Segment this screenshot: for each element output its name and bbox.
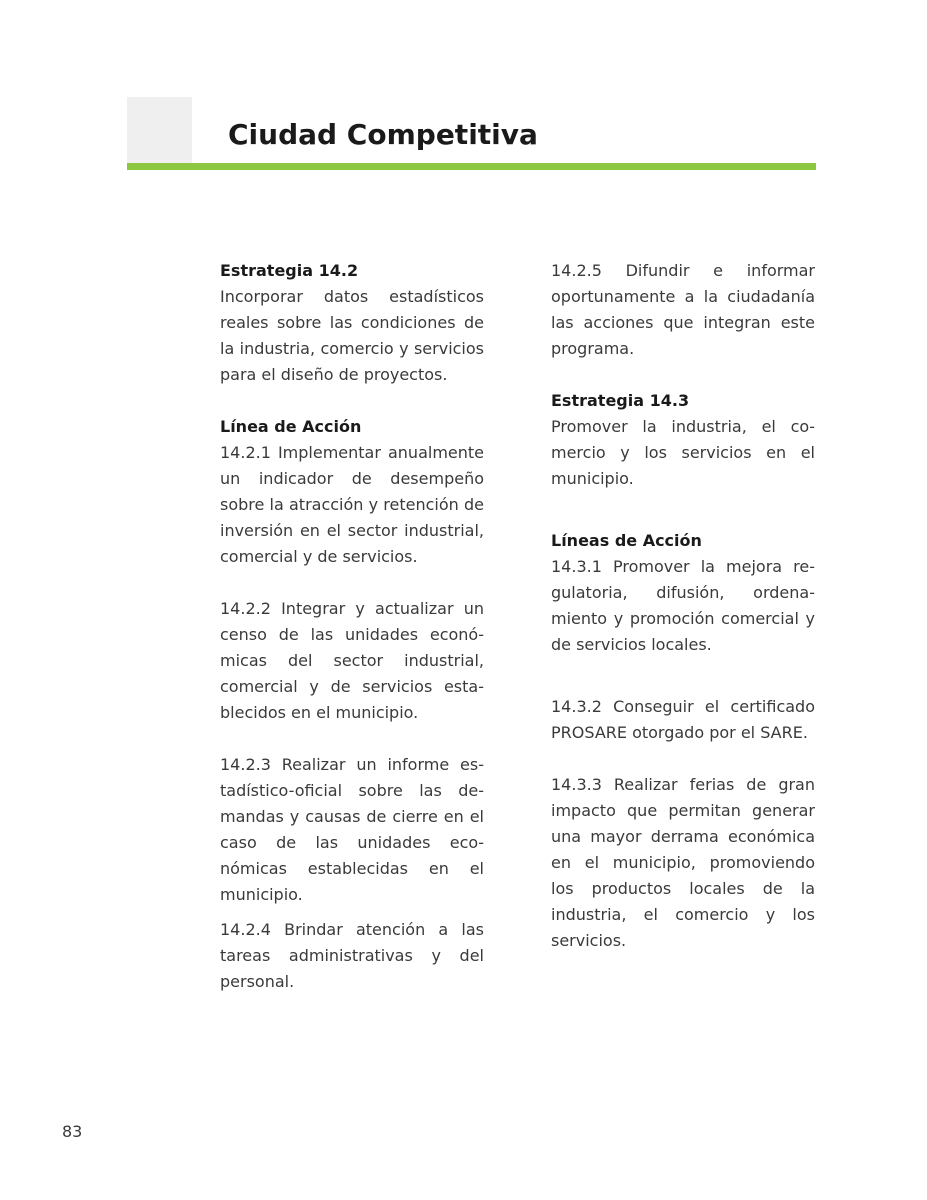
action-14-2-5: 14.2.5 Difundir e informar oportunamente a la ciudadanía las acciones que integran este programa. bbox=[551, 261, 815, 358]
right-column bbox=[551, 258, 815, 954]
action-14-2-1: 14.2.1 Implementar anualmente un indicador de desempeño sobre la atracción y retención de inversión en el sector industrial, comercial y de servicios. bbox=[220, 443, 484, 566]
action-14-2-3: 14.2.3 Realizar un informe estadístico-oficial sobre las demandas y causas de cierre en el caso de las unidades económicas establecidas en el municipio. bbox=[220, 755, 484, 904]
strategy-14-3-text: Promover la industria, el comercio y los servicios en el municipio. bbox=[551, 417, 815, 488]
action-14-2-4: 14.2.4 Brindar atención a las tareas administrativas y del personal. bbox=[220, 920, 484, 991]
left-column bbox=[220, 258, 484, 995]
header-accent-bar bbox=[127, 163, 816, 170]
action-14-2-2: 14.2.2 Integrar y actualizar un censo de las unidades económicas del sector industrial, comercial y de servicios establecidos en el municipio. bbox=[220, 599, 484, 722]
action-14-3-3: 14.3.3 Realizar ferias de gran impacto que permitan generar una mayor derrama económica en el municipio, promoviendo los productos locales de la industria, el comercio y los servicios. bbox=[551, 775, 815, 950]
strategy-14-2-text: Incorporar datos estadísticos reales sobre las condiciones de la industria, comercio y servicios para el diseño de proyectos. bbox=[220, 287, 484, 384]
page-title: Ciudad Competitiva bbox=[228, 118, 538, 151]
strategy-14-3-heading: Estrategia 14.3 bbox=[551, 391, 690, 410]
action-line-heading: Línea de Acción bbox=[220, 417, 362, 436]
header-decor-box bbox=[127, 97, 192, 163]
action-14-3-2: 14.3.2 Conseguir el certificado PROSARE otorgado por el SARE. bbox=[551, 697, 815, 742]
strategy-14-2-heading: Estrategia 14.2 bbox=[220, 261, 359, 280]
page-number: 83 bbox=[62, 1122, 83, 1141]
action-lines-heading: Líneas de Acción bbox=[551, 531, 702, 550]
action-14-3-1: 14.3.1 Promover la mejora regulatoria, difusión, ordenamiento y promoción comercial y de servicios locales. bbox=[551, 557, 815, 654]
